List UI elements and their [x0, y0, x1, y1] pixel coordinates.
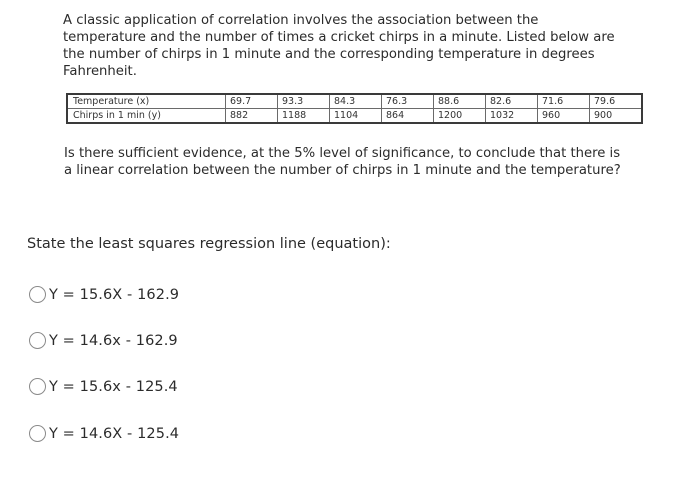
table-cell: 882 [226, 109, 278, 124]
option-label: Y = 15.6X - 162.9 [49, 286, 180, 303]
table-cell: 71.6 [538, 94, 590, 109]
table-cell: 1188 [278, 109, 330, 124]
radio-button[interactable] [29, 332, 46, 349]
row-header-chirps: Chirps in 1 min (y) [67, 109, 226, 124]
table-cell: 84.3 [330, 94, 382, 109]
answer-option-1[interactable] [29, 286, 179, 303]
question-paragraph: Is there sufficient evidence, at the 5% level of significance, to conclude that there is a linear correlation between the number of chirps in 1 minute and the temperature? [64, 146, 621, 178]
table-cell: 76.3 [382, 94, 434, 109]
answer-prompt: State the least squares regression line (equation): [27, 236, 391, 252]
intro-paragraph: A classic application of correlation involves the association between the temperature and the number of times a cricket chirps in a minute. Listed below are the number of chirps in 1 minute and the corresponding temperature in degrees Fahrenheit. [63, 13, 615, 79]
table-cell: 960 [538, 109, 590, 124]
option-label: Y = 14.6x - 162.9 [49, 332, 178, 349]
answer-option-2[interactable] [29, 332, 178, 349]
answer-option-3[interactable] [29, 378, 178, 395]
table-cell: 69.7 [226, 94, 278, 109]
table-cell: 1032 [486, 109, 538, 124]
table-row-temperature [67, 94, 642, 109]
data-table [66, 93, 643, 124]
radio-button[interactable] [29, 378, 46, 395]
row-header-temperature: Temperature (x) [67, 94, 226, 109]
table-cell: 1200 [434, 109, 486, 124]
radio-button[interactable] [29, 425, 46, 442]
radio-button[interactable] [29, 286, 46, 303]
table-row-chirps [67, 109, 642, 124]
table-cell: 1104 [330, 109, 382, 124]
table-cell: 88.6 [434, 94, 486, 109]
table-cell: 900 [590, 109, 643, 124]
table-cell: 93.3 [278, 94, 330, 109]
answer-option-4[interactable] [29, 425, 179, 442]
option-label: Y = 14.6X - 125.4 [49, 425, 180, 442]
table-cell: 82.6 [486, 94, 538, 109]
table-cell: 79.6 [590, 94, 643, 109]
option-label: Y = 15.6x - 125.4 [49, 378, 178, 395]
table-cell: 864 [382, 109, 434, 124]
